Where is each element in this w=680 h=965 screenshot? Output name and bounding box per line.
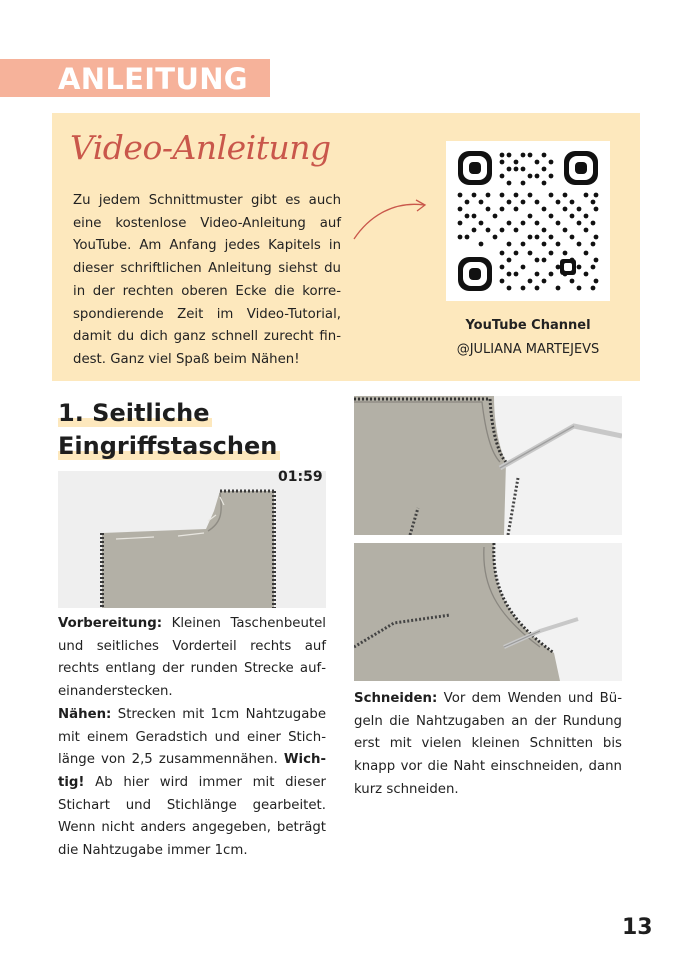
prep-text: Kleinen Taschenbeutel und seitliches Vorderteil rechts auf rechts entlang der runden Strecke aufeinanderstecken. [58,616,326,700]
step-instructions-right [354,688,622,802]
step-photo-snipping [354,396,622,535]
important-label: Wichtig! [58,752,326,790]
section-banner [0,59,270,97]
cut-label: Schneiden: [354,691,438,706]
prep-label: Vorbereitung: [58,616,163,631]
qr-code-icon [446,141,610,301]
youtube-qr-code[interactable] [446,141,610,301]
video-script-title: Video-Anleitung [70,128,331,167]
step-photo-cut [354,543,622,681]
youtube-channel-label: YouTube Channel [465,318,591,333]
cut-text: Vor dem Wenden und Bügeln die Nahtzugaben an der Rundung erst mit vielen kleinen Schnitten bis knapp vor die Naht einschneiden, dann kurz schneiden. [354,691,622,797]
curved-arrow-icon [350,195,430,245]
section-title: ANLEITUNG [58,62,248,96]
video-description: Zu jedem Schnittmuster gibt es auch eine kostenlose Video-Anleitung auf YouTube. Am Anfang jedes Kapitels in dieser schriftlichen Anleitung siehst du in der rechten oberen Ecke die korrespondierende Zeit im Video-Tutorial, damit du dich ganz schnell zurecht findest. Ganz viel Spaß beim Nähen! [73,193,341,367]
important-text: Ab hier wird immer mit dieser Stichart und Stichlänge gearbeitet. Wenn nicht anders angegeben, beträgt die Nahtzugabe immer 1cm. [58,774,326,859]
sew-label: Nähen: [58,706,112,722]
step-title-line-1: 1. Seitliche [58,399,212,427]
sew-text: Strecken mit 1cm Nahtzugabe mit einem Geradstich und einer Stichlänge von 2,5 zusammennähen. [58,706,326,768]
page-number: 13 [622,915,653,940]
step-photo-pinned [58,471,326,608]
step-instructions-left [58,613,326,863]
youtube-channel-handle: @JULIANA MARTEJEVS [456,342,600,357]
step-title [58,397,280,463]
step-title-line-2: Eingriffstaschen [58,432,280,460]
video-timestamp: 01:59 [278,469,323,485]
